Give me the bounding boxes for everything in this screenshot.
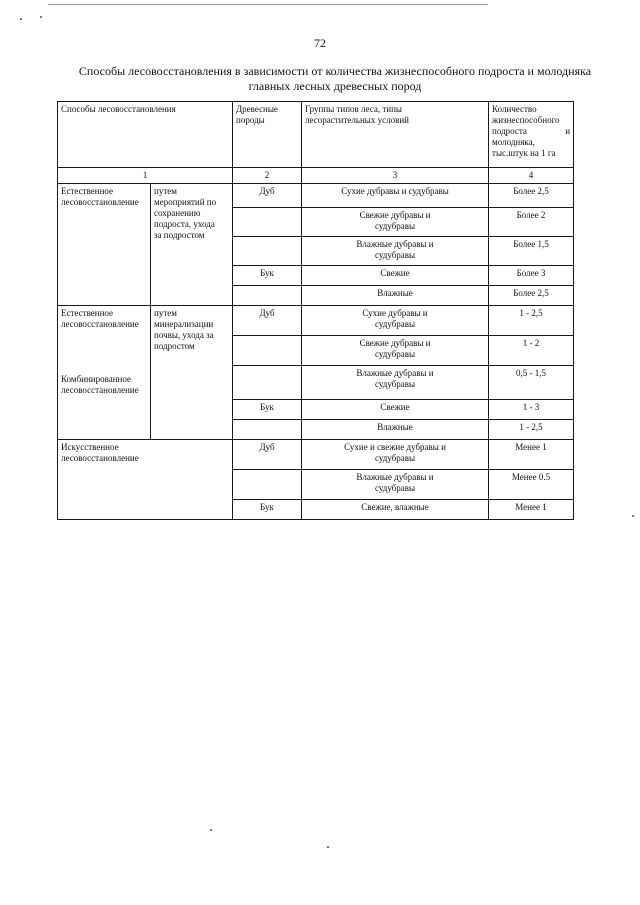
header-line: Группы типов леса, типы (305, 104, 402, 114)
conditions-cell (302, 237, 489, 266)
detail-line: путем (154, 186, 177, 196)
method-detail-cell (151, 306, 233, 440)
species-cell (233, 336, 302, 366)
conditions-line: Влажные дубравы и (356, 368, 434, 378)
conditions-line: Влажные дубравы и (356, 472, 434, 482)
conditions-line: Свежие (380, 402, 410, 412)
method-line: Комбинированное (61, 374, 131, 384)
conditions-cell (302, 470, 489, 500)
conditions-line: Свежие (380, 268, 410, 278)
conditions-cell (302, 440, 489, 470)
title-line: главных лесных древесных пород (248, 79, 422, 93)
table-row (58, 440, 574, 470)
species-cell: Бук (233, 500, 302, 520)
scan-top-rule (48, 4, 488, 5)
detail-line: сохранению (154, 208, 201, 218)
species-cell: Дуб (233, 440, 302, 470)
conditions-line: судубравы (374, 250, 416, 260)
method-cell (58, 440, 233, 520)
scan-speck (210, 829, 212, 831)
conditions-cell (302, 184, 489, 208)
quantity-cell: Более 1,5 (489, 237, 574, 266)
scan-speck (327, 846, 329, 848)
quantity-cell: Более 2,5 (489, 286, 574, 306)
detail-line: путем (154, 308, 177, 318)
method-line: Естественное (61, 308, 114, 318)
header-line: Древесные (236, 104, 278, 114)
header-quantity (489, 102, 574, 168)
table-header-row (58, 102, 574, 168)
conditions-line: судубравы (374, 483, 416, 493)
species-cell (233, 470, 302, 500)
method-detail-cell (151, 184, 233, 306)
conditions-cell (302, 266, 489, 286)
conditions-line: судубравы (374, 221, 416, 231)
conditions-cell (302, 366, 489, 400)
quantity-cell: Менее 1 (489, 500, 574, 520)
conditions-line: судубравы (374, 319, 416, 329)
detail-line: мероприятий по (154, 197, 217, 207)
method-line: лесовосстановление (61, 385, 139, 395)
species-cell (233, 208, 302, 237)
quantity-cell: 1 - 3 (489, 400, 574, 420)
species-cell: Бук (233, 400, 302, 420)
method-cell (58, 306, 151, 440)
header-line: лесорастительных условий (305, 115, 409, 125)
conditions-cell (302, 500, 489, 520)
header-line: подроста (492, 126, 527, 136)
conditions-line: судубравы (374, 379, 416, 389)
species-cell: Дуб (233, 184, 302, 208)
conditions-line: судубравы (374, 349, 416, 359)
quantity-cell: Более 2 (489, 208, 574, 237)
quantity-cell: 1 - 2,5 (489, 306, 574, 336)
conditions-cell (302, 286, 489, 306)
column-number: 4 (489, 168, 574, 184)
quantity-cell: Более 3 (489, 266, 574, 286)
quantity-cell: 0,5 - 1,5 (489, 366, 574, 400)
scan-speck (40, 16, 42, 18)
header-line: Количество (492, 104, 537, 114)
method-line: Искусственное (61, 442, 119, 452)
conditions-line: Сухие дубравы и (362, 308, 428, 318)
conditions-cell (302, 208, 489, 237)
column-number: 3 (302, 168, 489, 184)
conditions-cell (302, 336, 489, 366)
detail-line: минерализации (154, 319, 214, 329)
column-number-row (58, 168, 574, 184)
method-line: лесовосстановление (61, 197, 139, 207)
header-line: породы (236, 115, 265, 125)
species-cell (233, 237, 302, 266)
header-line: молодняка, (492, 137, 535, 147)
header-line: тыс.штук на 1 га (492, 148, 556, 158)
header-line: жизнеспособного (492, 115, 560, 125)
method-line: Естественное (61, 186, 114, 196)
header-methods: Способы лесовосстановления (58, 102, 233, 168)
header-forest-groups (302, 102, 489, 168)
conditions-line: Свежие дубравы и (359, 338, 431, 348)
conditions-line: Влажные (377, 422, 413, 432)
detail-line: за подростом (154, 230, 205, 240)
detail-line: подроста, ухода (154, 219, 215, 229)
conditions-line: Свежие, влажные (361, 502, 429, 512)
conditions-cell (302, 420, 489, 440)
conditions-line: Сухие дубравы и судубравы (341, 186, 449, 196)
document-title (70, 64, 600, 94)
header-line: и (565, 126, 571, 136)
conditions-cell (302, 306, 489, 336)
quantity-cell: Более 2,5 (489, 184, 574, 208)
reforestation-table (57, 101, 574, 520)
species-cell (233, 420, 302, 440)
table-row (58, 306, 574, 336)
conditions-line: Влажные дубравы и (356, 239, 434, 249)
conditions-line: Влажные (377, 288, 413, 298)
conditions-cell (302, 400, 489, 420)
method-line: лесовосстановление (61, 319, 139, 329)
detail-line: подростом (154, 341, 195, 351)
column-number: 1 (58, 168, 233, 184)
column-number: 2 (233, 168, 302, 184)
species-cell: Дуб (233, 306, 302, 336)
quantity-cell: 1 - 2 (489, 336, 574, 366)
title-line: Способы лесовосстановления в зависимости от количества жизнеспособного подроста и молодняка (78, 64, 592, 78)
conditions-line: судубравы (374, 453, 416, 463)
method-line: лесовосстановление (61, 453, 139, 463)
quantity-cell: Менее 0.5 (489, 470, 574, 500)
header-species (233, 102, 302, 168)
conditions-line: Сухие и свежие дубравы и (344, 442, 446, 452)
detail-line: почвы, ухода за (154, 330, 214, 340)
quantity-cell: 1 - 2,5 (489, 420, 574, 440)
method-cell (58, 184, 151, 306)
scan-speck (20, 18, 22, 20)
table-row (58, 184, 574, 208)
scan-speck (632, 515, 634, 517)
conditions-line: Свежие дубравы и (359, 210, 431, 220)
species-cell (233, 366, 302, 400)
page-number: 72 (314, 36, 326, 50)
species-cell: Бук (233, 266, 302, 286)
species-cell (233, 286, 302, 306)
quantity-cell: Менее 1 (489, 440, 574, 470)
